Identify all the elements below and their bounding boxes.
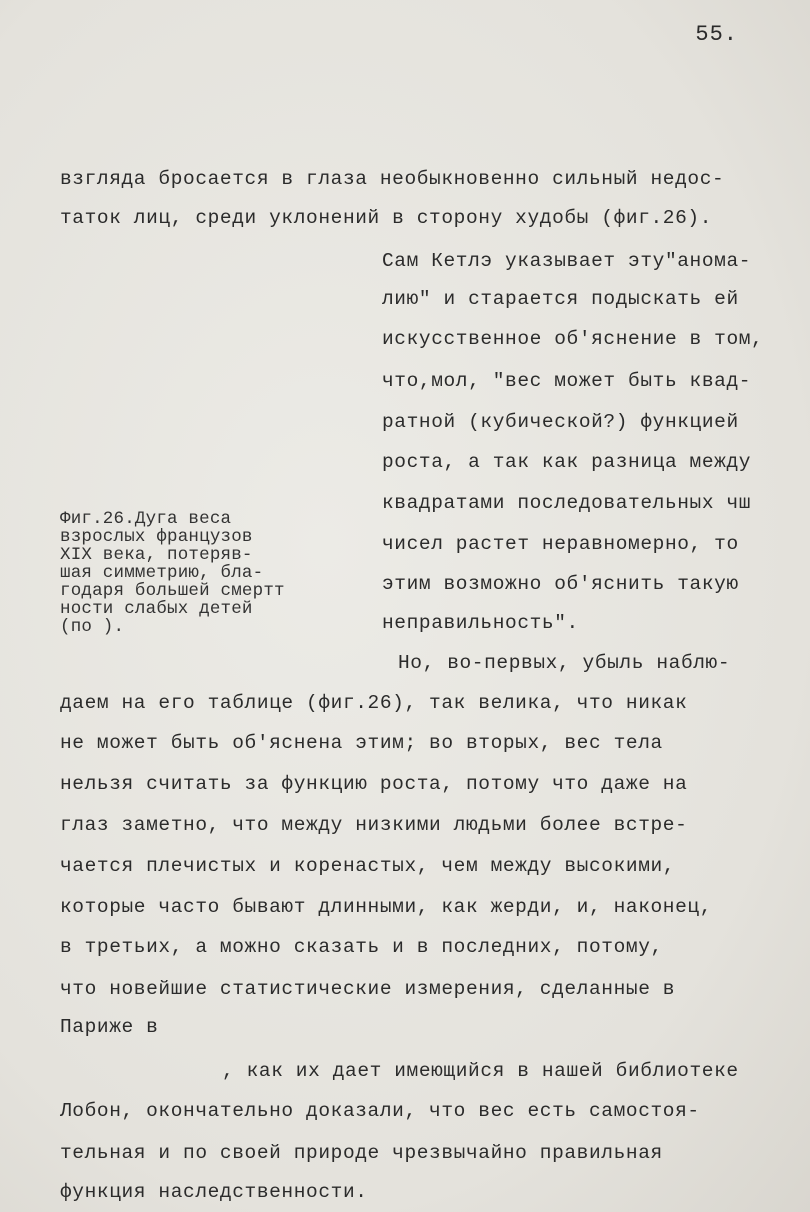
caption-line-1: Фиг.26.Дуга веса xyxy=(60,509,232,529)
caption-line-7: (по ). xyxy=(60,617,125,637)
caption-line-3: XIX века, потеряв- xyxy=(60,545,253,565)
text-line-top-2: таток лиц, среди уклонений в сторону худобы (фиг.26). xyxy=(60,207,713,229)
text-line-right-6: роста, а так как разница между xyxy=(382,451,752,473)
text-line-right-9: этим возможно об'яснить такую xyxy=(382,573,739,595)
text-line-right-5: ратной (кубической?) функцией xyxy=(382,411,739,433)
text-line-bottom-3: нельзя считать за функцию роста, потому что даже на xyxy=(60,773,688,795)
text-line-bottom-6: которые часто бывают длинными, как жерди, и, наконец, xyxy=(60,896,713,918)
text-line-bottom-10: , как их дает имеющийся в нашей библиотеке xyxy=(222,1060,739,1082)
caption-line-2: взрослых французов xyxy=(60,527,253,547)
text-line-bottom-11: Лобон, окончательно доказали, что вес есть самостоя- xyxy=(60,1100,700,1122)
text-line-right-3: искусственное об'яснение в том, xyxy=(382,328,764,350)
page-number: 55. xyxy=(695,22,738,47)
text-line-right-10: неправильность". xyxy=(382,612,579,634)
text-line-right-4: что,мол, "вес может быть квад- xyxy=(382,370,752,392)
text-line-bottom-9: Париже в xyxy=(60,1016,159,1038)
text-line-bottom-13: функция наследственности. xyxy=(60,1181,368,1203)
text-line-bottom-4: глаз заметно, что между низкими людьми более встре- xyxy=(60,814,688,836)
text-line-bottom-7: в третьих, а можно сказать и в последних, потому, xyxy=(60,936,663,958)
figure-caption xyxy=(60,510,285,636)
text-line-right-8: чисел растет неравномерно, то xyxy=(382,533,739,555)
text-line-top-1: взгляда бросается в глаза необыкновенно сильный недос- xyxy=(60,168,725,190)
caption-line-6: ности слабых детей xyxy=(60,599,253,619)
text-line-bottom-2: не может быть об'яснена этим; во вторых, вес тела xyxy=(60,732,663,754)
text-line-bottom-12: тельная и по своей природе чрезвычайно правильная xyxy=(60,1142,663,1164)
text-line-right-7: квадратами последовательных чш xyxy=(382,492,752,514)
text-line-right-1: Сам Кетлэ указывает эту"аномa- xyxy=(382,250,752,272)
text-line-right-2: лию" и старается подыскать ей xyxy=(382,288,739,310)
caption-line-5: годаря большей смертт xyxy=(60,581,285,601)
text-line-bottom-1: даем на его таблице (фиг.26), так велика, что никак xyxy=(60,692,688,714)
text-line-bottom-8: что новейшие статистические измерения, сделанные в xyxy=(60,978,676,1000)
text-line-bottom-5: чается плечистых и коренастых, чем между высокими, xyxy=(60,855,676,877)
caption-line-4: шая симметрию, бла- xyxy=(60,563,264,583)
text-line-right-11: Но, во-первых, убыль наблю- xyxy=(398,652,731,674)
